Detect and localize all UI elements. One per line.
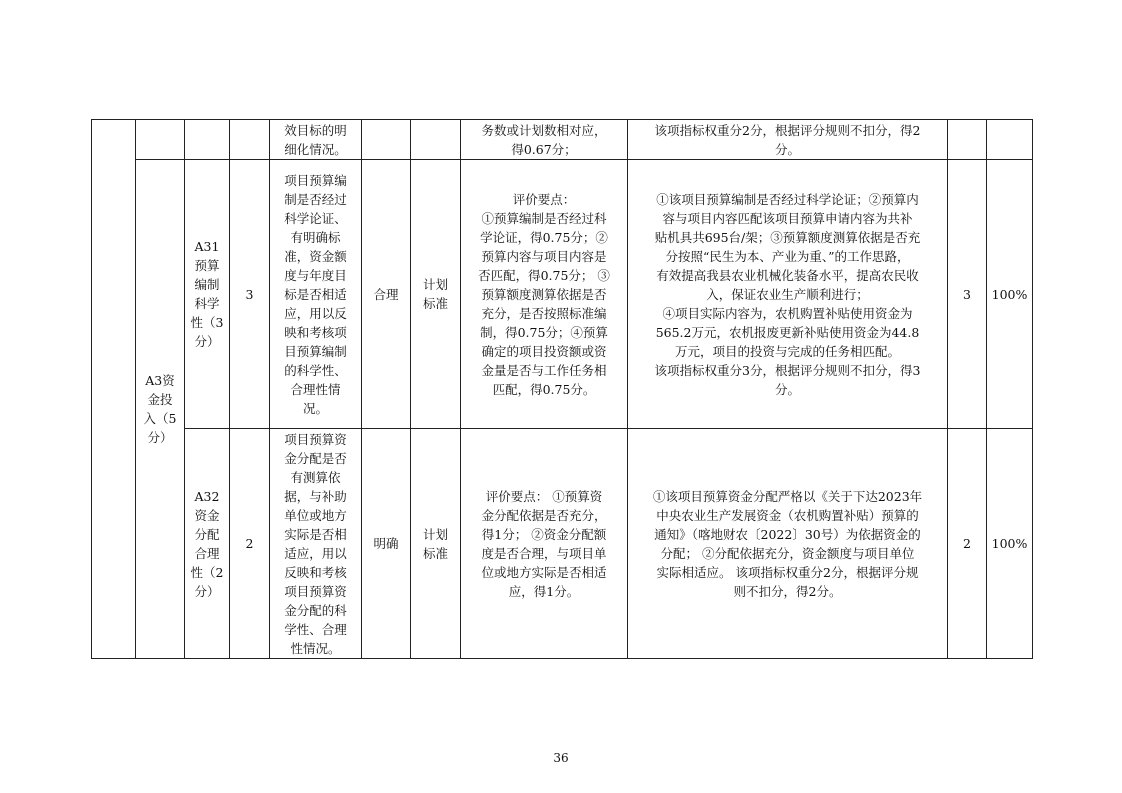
table-cell-weight: 2 xyxy=(230,429,270,659)
table-cell-score xyxy=(948,120,987,160)
table-row xyxy=(92,160,1033,429)
table-cell-indicator: A31 预算 编制 科学 性（3 分） xyxy=(185,160,230,429)
evaluation-table xyxy=(91,119,1033,659)
table-cell-target: 明确 xyxy=(362,429,411,659)
table-cell-criteria: 务数或计划数相对应， 得0.67分； xyxy=(461,120,628,160)
page-number: 36 xyxy=(553,751,569,765)
table-cell-analysis: 该项指标权重分2分，根据评分规则不扣分，得2 分。 xyxy=(628,120,948,160)
table-cell-level1 xyxy=(92,120,136,659)
table-cell-rate: 100% xyxy=(987,160,1033,429)
table-row xyxy=(92,120,1033,160)
table-row xyxy=(92,429,1033,659)
table-cell-indicator-desc: 效目标的明 细化情况。 xyxy=(270,120,362,160)
table-cell-target xyxy=(362,120,411,160)
table-cell-analysis: ①该项目预算编制是否经过科学论证；②预算内 容与项目内容匹配该项目预算申请内容为共补 贴机具共695台/架；③预算额度测算依据是否充 分按照“民生为本、产业为重、”的工作思路， 有效提高我县农业机械化装备水平，提高农民收 入，保证农业生产顺利进行； ④项目实际内容为，农机购置补贴使用资金为 565.2万元，农机报废更新补贴使用资金为44.8 万元，项目的投资与完成的任务相匹配。 该项指标权重分3分，根据评分规则不扣分，得3 分。 xyxy=(628,160,948,429)
table-cell-weight xyxy=(230,120,270,160)
table-cell-score: 2 xyxy=(948,429,987,659)
table-cell-criteria: 评价要点： ①预算编制是否经过科 学论证，得0.75分；② 预算内容与项目内容是 否匹配，得0.75分； ③ 预算额度测算依据是否 充分，是否按照标准编 制，得0.75分；④预算 确定的项目投资额或资 金量是否与工作任务相 匹配，得0.75分。 xyxy=(461,160,628,429)
table-cell-indicator-desc: 项目预算资 金分配是否 有测算依 据，与补助 单位或地方 实际是否相 适应，用以 反映和考核 项目预算资 金分配的科 学性、合理 性情况。 xyxy=(270,429,362,659)
table-cell-rate: 100% xyxy=(987,429,1033,659)
table-cell-criteria: 评价要点： ①预算资 金分配依据是否充分， 得1分； ②资金分配额 度是否合理，与项目单 位或地方实际是否相适 应，得1分。 xyxy=(461,429,628,659)
table-cell-group-label: A3资 金投 入（5 分） xyxy=(136,160,185,659)
table-cell-indicator: A32 资金 分配 合理 性（2 分） xyxy=(185,429,230,659)
table-cell-source xyxy=(411,120,461,160)
table-cell-rate xyxy=(987,120,1033,160)
table-cell-source: 计划 标准 xyxy=(411,160,461,429)
table-cell-weight: 3 xyxy=(230,160,270,429)
table-cell-analysis: ①该项目预算资金分配严格以《关于下达2023年 中央农业生产发展资金（农机购置补贴）预算的 通知》（喀地财农〔2022〕30号）为依据资金的 分配； ②分配依据充分，资金额度与项目单位 实际相适应。 该项指标权重分2分，根据评分规 则不扣分，得2分。 xyxy=(628,429,948,659)
table-cell-source: 计划 标准 xyxy=(411,429,461,659)
table-cell-score: 3 xyxy=(948,160,987,429)
table-cell-indicator xyxy=(185,120,230,160)
table-cell-level2 xyxy=(136,120,185,160)
table-cell-target: 合理 xyxy=(362,160,411,429)
table-cell-indicator-desc: 项目预算编 制是否经过 科学论证、 有明确标 准，资金额 度与年度目 标是否相适 应，用以反 映和考核项 目预算编制 的科学性、 合理性情 况。 xyxy=(270,160,362,429)
